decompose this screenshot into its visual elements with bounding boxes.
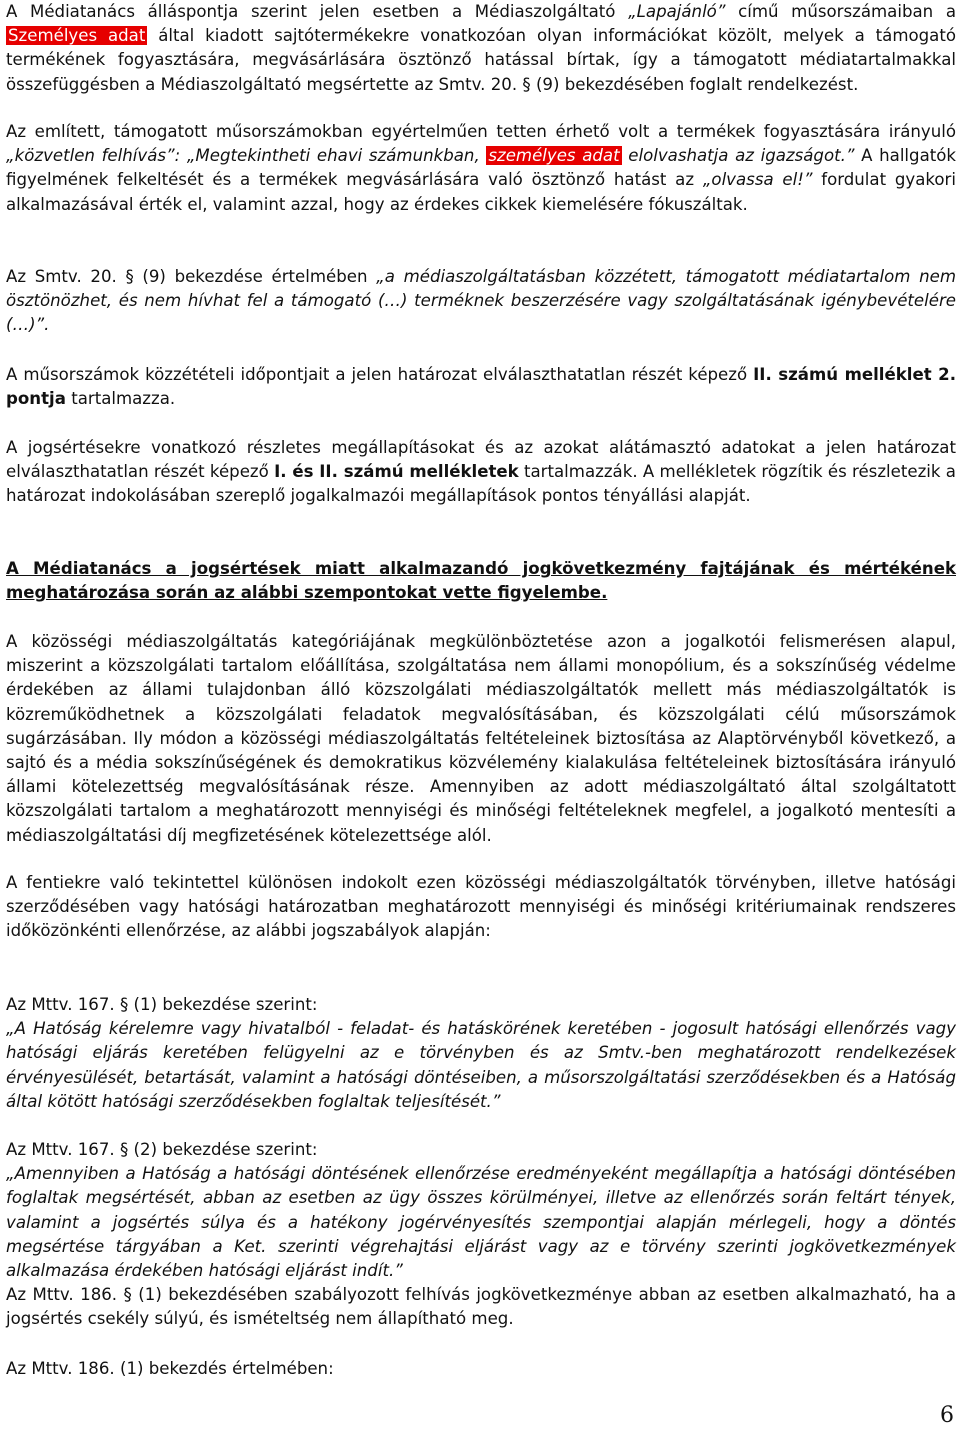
paragraph-11: Az Mttv. 186. (1) bekezdés értelmében:: [6, 1359, 334, 1378]
page-number: 6: [940, 1403, 954, 1428]
program-title: „Lapajánló”: [628, 2, 726, 21]
annex-reference: II. számú melléklet 2. pontja: [6, 365, 956, 409]
direct-call-quote: „közvetlen felhívás”: „Megtekintheti ehavi számunkban,: [6, 146, 487, 166]
paragraph-2-text-e: A hallgatók figyelmének felkeltését és a termékek megvásárlására való ösztönző hatást az: [6, 146, 957, 190]
citation-quote: „A Hatóság kérelemre vagy hivatalból - feladat- és hatáskörének keretében - jogosult hatósági ellenőrzés vagy hatósági eljárás keretében felügyelni az e törvényben és az Smtv.-ben meghatározott rendelkezések érvényesülését, betartását, valamint a hatósági döntéseiben, a műsorszolgáltatási szerződésekben és a Hatóság által kötött hatósági szerződésekben foglaltak teljesítését.”: [6, 1019, 956, 1111]
paragraph-2-text-a: Az említett, támogatott műsorszámokban egyértelműen tetten érhető volt a termékek fogyasztására irányuló: [6, 122, 956, 141]
direct-call-quote-end: elolvashatja az igazságot.”: [621, 146, 855, 166]
paragraph-4-text-c: tartalmazza.: [65, 389, 176, 409]
paragraph-8: A fentiekre való tekintettel különösen indokolt ezen közösségi médiaszolgáltatók törvényben, illetve hatósági szerződésében vagy hatósági határozatban meghatározott mennyiségi és minőségi kritériumainak rendszeres időközönkénti ellenőrzése, az alábbi jogszabályok alapján:: [6, 873, 956, 941]
paragraph-5-text-c: tartalmazzák. A mellékletek rögzítik és részletezik a határozat indokolásában szereplő jogalkalmazói megállapítások pontos tényállási alapját.: [6, 462, 956, 506]
section-heading: A Médiatanács a jogsértések miatt alkalmazandó jogkövetkezmény fajtájának és mértékének meghatározása során az alábbi szempontokat vette figyelembe.: [6, 559, 956, 603]
paragraph-2-text-g: fordulat gyakori alkalmazásával érték el, valamint azzal, hogy az érdekes cikkek kiemelésére fókuszáltak.: [6, 170, 956, 214]
paragraph-1-text-a: A Médiatanács álláspontja szerint jelen esetben a Médiaszolgáltató: [6, 2, 629, 21]
paragraph-1-text-c: című műsorszámaiban a: [725, 2, 956, 21]
paragraph-5-text-a: A jogsértésekre vonatkozó részletes megállapításokat és az azokat alátámasztó adatokat a jelen határozat elválaszthatatlan részét képező: [6, 438, 956, 482]
paragraph-1: [6, 0, 956, 97]
annexes-reference: I. és II. számú mellékletek: [274, 462, 519, 482]
redacted-personal-data: személyes adat: [488, 146, 620, 166]
paragraph-4-text-a: A műsorszámok közzétételi időpontjait a jelen határozat elválaszthatatlan részét képező: [6, 365, 754, 384]
paragraph-3-text-a: Az Smtv. 20. § (9) bekezdése értelmében: [6, 267, 377, 286]
paragraph-5: [6, 436, 956, 509]
paragraph-4: [6, 363, 956, 411]
citation-intro: Az Mttv. 167. § (1) bekezdése szerint:: [6, 995, 318, 1014]
citation-quote: „Amennyiben a Hatóság a hatósági döntésének ellenőrzése eredményeként megállapítja a hatósági döntésében foglaltak megsértését, abban az esetben az ügy összes körülményei, illetve az ellenőrzés során feltárt tények, valamint a jogsértés súlya és a hatékony jogérvényesítés szempontjai alapján mérlegeli, hogy a döntés megsértése tárgyában a Ket. szerinti végrehajtási eljárást vagy az e törvény szerinti jogkövetkezmények alkalmazása érdekében hatósági eljárást indít.”: [6, 1164, 956, 1281]
paragraph-3: [6, 265, 956, 338]
read-it-quote: „olvassa el!”: [702, 170, 813, 190]
redacted-personal-data: Személyes adat: [8, 26, 146, 46]
paragraph-7: A közösségi médiaszolgáltatás kategóriájának megkülönböztetése azon a jogalkotói felismerésen alapul, miszerint a közszolgálati tartalom előállítása, szolgáltatása nem állami monopólium, és a sokszínűség védelme érdekében az állami tulajdonban álló közszolgálati médiaszolgáltatók mellett más médiaszolgáltatók is közreműködhetnek a közszolgálati feladatok megvalósításában, és közszolgálati célú műsorszámok sugárzásában. Ily módon a közösségi médiaszolgáltatás feltételeinek biztosítása az Alaptörvényből következő, a sajtó és a média sokszínűségének és demokratikus közvélemény kialakulása feltételeinek biztosítására irányuló állami kötelezettség megvalósításának része. Amennyiben az adott médiaszolgáltató által szolgáltatott közszolgálati tartalom a meghatározott mennyiségi és minőségi feltételeknek megfelel, a jogalkotó mentesíti a médiaszolgáltatási díj megfizetésének kötelezettsége alól.: [6, 632, 956, 845]
citation-mttv-167-1: [6, 993, 956, 1114]
paragraph-1-text-e: által kiadott sajtótermékekre vonatkozóan olyan információkat közölt, melyek a támogató termékének fogyasztására, megvásárlására ösztönző hatással bírtak, így a támogatott médiatartalmakkal összefüggésben a Médiaszolgáltató megsértette az Smtv. 20. § (9) bekezdésében foglalt rendelkezést.: [6, 26, 956, 94]
paragraph-after-citation: Az Mttv. 186. § (1) bekezdésében szabályozott felhívás jogkövetkezménye abban az esetben alkalmazható, ha a jogsértés csekély súlyú, és ismételtség nem állapítható meg.: [6, 1285, 956, 1329]
law-quote-smtv-20-9: „a médiaszolgáltatásban közzétett, támogatott médiatartalom nem ösztönözhet, és nem hívhat fel a támogató (…) terméknek beszerzésére vagy szolgáltatásának igénybevételére (…)”.: [6, 267, 957, 335]
paragraph-2: [6, 120, 956, 217]
citation-mttv-167-2: [6, 1138, 956, 1332]
citation-intro: Az Mttv. 167. § (2) bekezdése szerint:: [6, 1140, 318, 1159]
